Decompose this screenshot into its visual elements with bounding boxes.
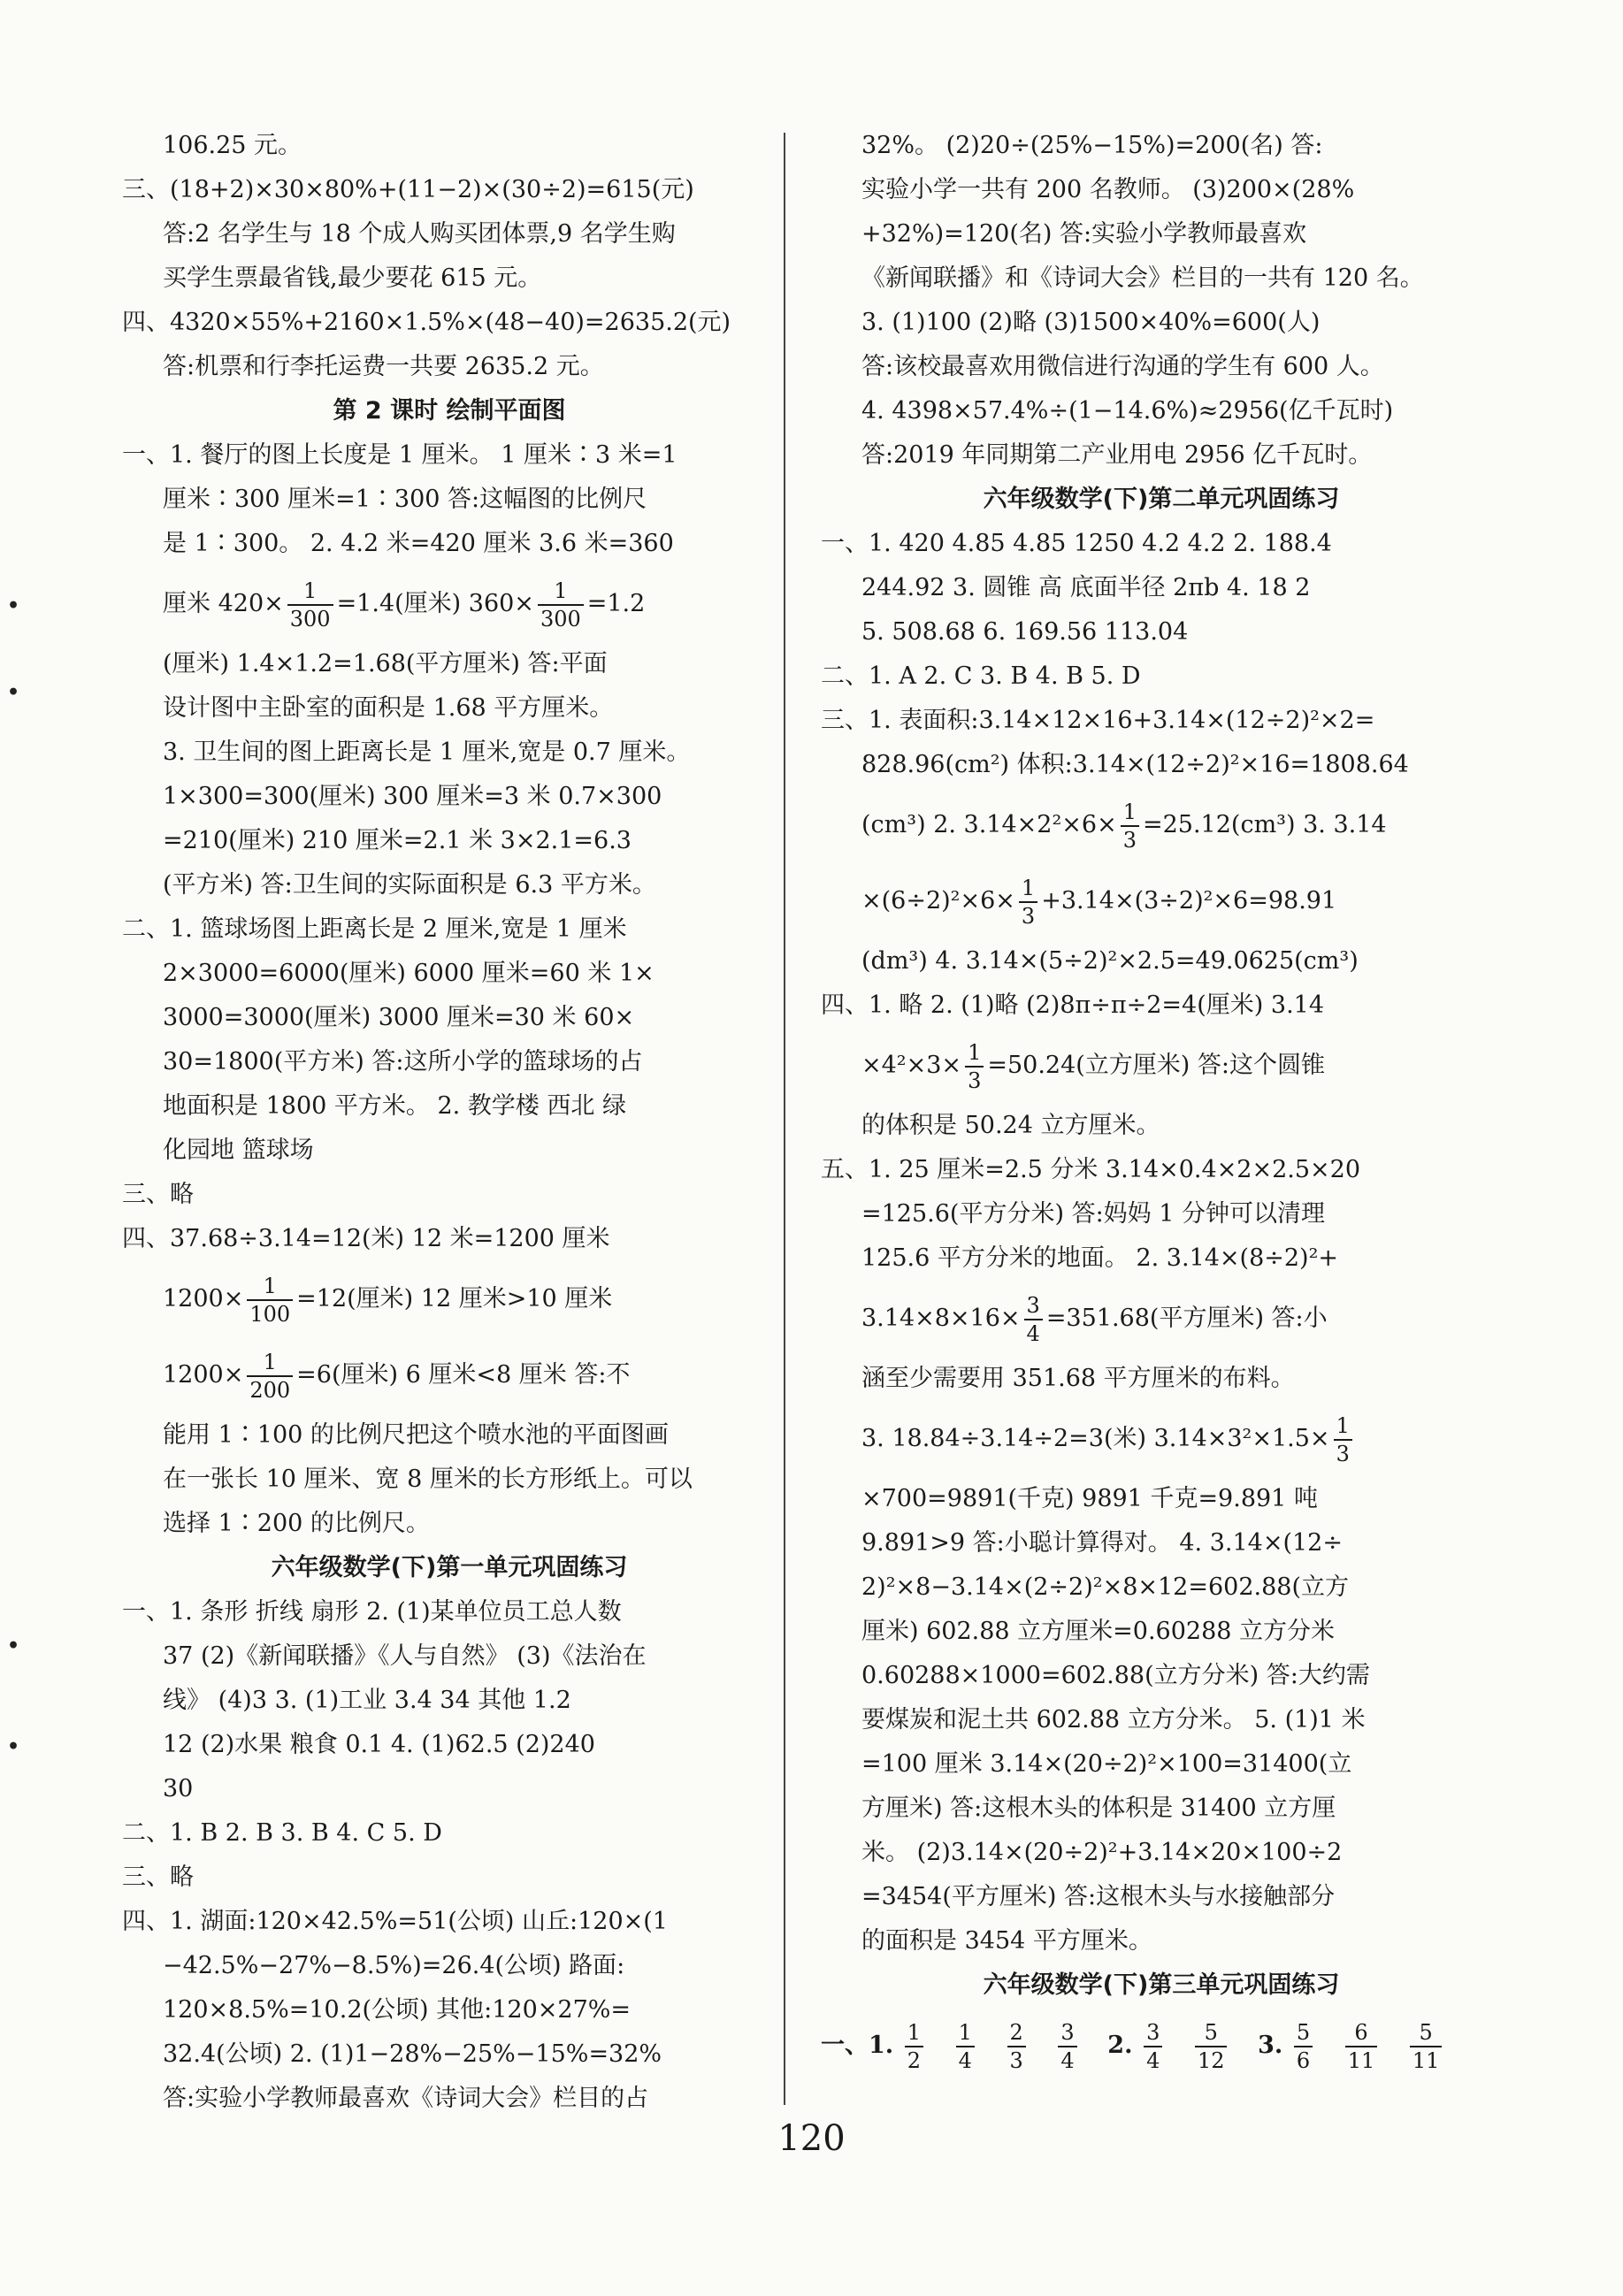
text-line: +32%)=120(名) 答:实验小学教师最喜欢 xyxy=(861,220,1307,248)
text-line: (平方米) 答:卫生间的实际面积是 6.3 平方米。 xyxy=(163,871,656,899)
text-line: 二、1. A 2. C 3. B 4. B 5. D xyxy=(821,662,1141,690)
numerator: 1 xyxy=(1019,877,1037,903)
denominator: 4 xyxy=(1026,1320,1040,1346)
left-column xyxy=(122,124,777,2121)
numerator: 1 xyxy=(287,580,333,606)
right-column xyxy=(821,124,1502,2084)
text-line: 米。 (2)3.14×(20÷2)²+3.14×20×100÷2 xyxy=(861,1839,1343,1866)
numerator: 1 xyxy=(247,1351,293,1377)
fraction xyxy=(1195,2019,1228,2073)
fraction-line xyxy=(821,1401,1502,1477)
numerator: 1 xyxy=(905,2022,923,2047)
text-line: 2)²×8−3.14×(2÷2)²×8×12=602.88(立方 xyxy=(861,1573,1349,1601)
fraction xyxy=(1019,877,1037,927)
section-heading: 第 2 课时 绘制平面图 xyxy=(333,397,566,425)
text-line: −42.5%−27%−8.5%)=26.4(公顷) 路面: xyxy=(163,1952,625,1979)
denominator: 2 xyxy=(907,2047,922,2073)
text-line: 答:机票和行李托运费一共要 2635.2 元。 xyxy=(163,353,604,380)
denominator: 100 xyxy=(249,1301,291,1327)
text-segment: (cm³) 2. 3.14×2²×6× xyxy=(861,811,1117,838)
fraction xyxy=(1144,2019,1162,2073)
text-segment: 3. xyxy=(1258,2032,1283,2059)
fraction xyxy=(247,1275,293,1325)
text-segment: =351.68(平方厘米) 答:小 xyxy=(1045,1305,1328,1332)
text-line: 12 (2)水果 粮食 0.1 4. (1)62.5 (2)240 xyxy=(163,1731,595,1758)
fraction-line xyxy=(122,1261,777,1337)
fraction-line xyxy=(122,1337,777,1413)
text-segment: 厘米 420× xyxy=(163,590,284,617)
denominator: 11 xyxy=(1347,2047,1375,2073)
text-line: 能用 1∶100 的比例尺把这个喷水池的平面图画 xyxy=(163,1421,669,1449)
text-segment: =25.12(cm³) 3. 3.14 xyxy=(1143,811,1387,838)
text-line: 三、1. 表面积:3.14×12×16+3.14×(12÷2)²×2= xyxy=(821,707,1375,734)
page-number: 120 xyxy=(777,2118,846,2159)
text-line: 的体积是 50.24 立方厘米。 xyxy=(861,1112,1160,1139)
section-heading: 六年级数学(下)第三单元巩固练习 xyxy=(983,1971,1340,1999)
text-line: 244.92 3. 圆锥 高 底面半径 2πb 4. 18 2 xyxy=(861,574,1311,601)
fraction xyxy=(1294,2019,1313,2073)
fraction-line xyxy=(122,566,777,642)
text-line: 答:2019 年同期第二产业用电 2956 亿千瓦时。 xyxy=(861,441,1373,469)
numerator: 6 xyxy=(1345,2022,1378,2047)
text-line: 二、1. 篮球场图上距离长是 2 厘米,宽是 1 厘米 xyxy=(122,915,627,943)
denominator: 4 xyxy=(1060,2047,1075,2073)
text-segment: =1.2 xyxy=(586,590,646,617)
text-segment: =50.24(立方厘米) 答:这个圆锥 xyxy=(987,1052,1326,1079)
fraction xyxy=(1410,2019,1443,2073)
text-line: 32%。 (2)20÷(25%−15%)=200(名) 答: xyxy=(861,132,1323,159)
fraction xyxy=(1334,1412,1352,1466)
text-segment: 3. 18.84÷3.14÷2=3(米) 3.14×3²×1.5× xyxy=(861,1425,1330,1452)
text-line: 106.25 元。 xyxy=(163,132,302,159)
fraction xyxy=(965,1039,984,1093)
margin-mark: • xyxy=(7,1634,20,1657)
denominator: 3 xyxy=(1122,827,1137,853)
text-line: ×700=9891(千克) 9891 千克=9.891 吨 xyxy=(861,1485,1318,1512)
text-line: 一、1. 条形 折线 扇形 2. (1)某单位员工总人数 xyxy=(122,1598,622,1626)
text-line: 9.891>9 答:小聪计算得对。 4. 3.14×(12÷ xyxy=(861,1529,1343,1557)
numerator: 3 xyxy=(1144,2022,1162,2047)
text-segment: ×4²×3× xyxy=(861,1052,962,1079)
numerator: 1 xyxy=(956,2022,975,2047)
text-line: 125.6 平方分米的地面。 2. 3.14×(8÷2)²+ xyxy=(861,1244,1339,1272)
text-line: 地面积是 1800 平方米。 2. 教学楼 西北 绿 xyxy=(163,1092,626,1120)
text-segment: ×(6÷2)²×6× xyxy=(861,887,1015,915)
text-line: 4. 4398×57.4%÷(1−14.6%)≈2956(亿千瓦时) xyxy=(861,397,1394,425)
numerator: 5 xyxy=(1410,2022,1443,2047)
denominator: 4 xyxy=(958,2047,972,2073)
margin-mark: • xyxy=(7,681,20,704)
text-segment: 2. xyxy=(1107,2032,1133,2059)
numerator: 1 xyxy=(965,1042,984,1068)
fraction xyxy=(287,580,333,630)
text-line: 设计图中主卧室的面积是 1.68 平方厘米。 xyxy=(163,694,614,722)
text-line: 答:2 名学生与 18 个成人购买团体票,9 名学生购 xyxy=(163,220,676,248)
numerator: 1 xyxy=(1121,801,1139,827)
text-line: 二、1. B 2. B 3. B 4. C 5. D xyxy=(122,1819,442,1847)
text-line: 32.4(公顷) 2. (1)1−28%−25%−15%=32% xyxy=(163,2040,662,2068)
text-line: 1×300=300(厘米) 300 厘米=3 米 0.7×300 xyxy=(163,783,662,810)
denominator: 3 xyxy=(1336,1441,1350,1466)
text-line: 3. (1)100 (2)略 (3)1500×40%=600(人) xyxy=(861,309,1321,336)
text-line: 2×3000=6000(厘米) 6000 厘米=60 米 1× xyxy=(163,960,655,987)
text-line: 涵至少需要用 351.68 平方厘米的布料。 xyxy=(861,1365,1295,1392)
numerator: 5 xyxy=(1294,2022,1313,2047)
text-line: =125.6(平方分米) 答:妈妈 1 分钟可以清理 xyxy=(861,1200,1326,1228)
text-segment: =1.4(厘米) 360× xyxy=(336,590,534,617)
fraction-line xyxy=(821,1281,1502,1357)
text-line: 828.96(cm²) 体积:3.14×(12÷2)²×16=1808.64 xyxy=(861,751,1409,778)
denominator: 300 xyxy=(289,606,331,631)
fraction-line xyxy=(821,863,1502,939)
text-line: 《新闻联播》和《诗词大会》栏目的一共有 120 名。 xyxy=(861,264,1424,292)
numerator: 1 xyxy=(1334,1415,1352,1441)
denominator: 12 xyxy=(1197,2047,1225,2073)
denominator: 3 xyxy=(1021,903,1036,929)
text-line: 3. 卫生间的图上距离长是 1 厘米,宽是 0.7 厘米。 xyxy=(163,739,691,766)
denominator: 3 xyxy=(1009,2047,1023,2073)
text-segment: +3.14×(3÷2)²×6=98.91 xyxy=(1041,887,1337,915)
text-line: 五、1. 25 厘米=2.5 分米 3.14×0.4×2×2.5×20 xyxy=(821,1156,1361,1183)
text-line: 的面积是 3454 平方厘米。 xyxy=(861,1927,1152,1955)
text-line: =210(厘米) 210 厘米=2.1 米 3×2.1=6.3 xyxy=(163,827,632,854)
text-segment: =6(厘米) 6 厘米<8 厘米 答:不 xyxy=(296,1361,631,1389)
text-line: 答:实验小学教师最喜欢《诗词大会》栏目的占 xyxy=(163,2085,649,2112)
numerator: 5 xyxy=(1195,2022,1228,2047)
text-line: 30 xyxy=(163,1775,194,1802)
fraction-line xyxy=(821,1028,1502,1104)
text-line: 厘米) 602.88 立方厘米=0.60288 立方分米 xyxy=(861,1618,1336,1645)
denominator: 4 xyxy=(1146,2047,1160,2073)
numerator: 3 xyxy=(1058,2022,1076,2047)
text-line: 买学生票最省钱,最少要花 615 元。 xyxy=(163,264,542,292)
fraction xyxy=(1345,2019,1378,2073)
text-segment: =12(厘米) 12 厘米>10 厘米 xyxy=(296,1285,613,1313)
text-line: 厘米∶300 厘米=1∶300 答:这幅图的比例尺 xyxy=(163,486,647,513)
text-line: 一、1. 餐厅的图上长度是 1 厘米。 1 厘米∶3 米=1 xyxy=(122,441,678,469)
text-line: 30=1800(平方米) 答:这所小学的篮球场的占 xyxy=(163,1048,643,1075)
denominator: 6 xyxy=(1296,2047,1311,2073)
denominator: 11 xyxy=(1412,2047,1440,2073)
section-heading: 六年级数学(下)第一单元巩固练习 xyxy=(271,1554,628,1581)
text-line: 三、略 xyxy=(122,1181,194,1208)
text-line: 一、1. 420 4.85 4.85 1250 4.2 4.2 2. 188.4 xyxy=(821,530,1332,557)
numerator: 2 xyxy=(1007,2022,1026,2047)
text-line: 要煤炭和泥土共 602.88 立方分米。 5. (1)1 米 xyxy=(861,1706,1366,1733)
text-line: (dm³) 4. 3.14×(5÷2)²×2.5=49.0625(cm³) xyxy=(861,947,1359,975)
denominator: 3 xyxy=(968,1068,982,1093)
fraction xyxy=(1121,801,1139,851)
text-line: 方厘米) 答:这根木头的体积是 31400 立方厘 xyxy=(861,1795,1336,1822)
text-line: =3454(平方厘米) 答:这根木头与水接触部分 xyxy=(861,1883,1336,1910)
text-line: 线》 (4)3 3. (1)工业 3.4 34 其他 1.2 xyxy=(163,1687,571,1714)
numerator: 1 xyxy=(247,1275,293,1301)
text-line: 答:该校最喜欢用微信进行沟通的学生有 600 人。 xyxy=(861,353,1384,380)
text-line: 选择 1∶200 的比例尺。 xyxy=(163,1510,430,1537)
fraction-line xyxy=(821,787,1502,863)
text-line: 120×8.5%=10.2(公顷) 其他:120×27%= xyxy=(163,1996,632,2024)
text-line: 三、略 xyxy=(122,1864,194,1891)
text-segment: 3.14×8×16× xyxy=(861,1305,1021,1332)
text-line: 四、37.68÷3.14=12(米) 12 米=1200 厘米 xyxy=(122,1225,610,1252)
text-segment: 1200× xyxy=(163,1361,244,1389)
text-line: 是 1∶300。 2. 4.2 米=420 厘米 3.6 米=360 xyxy=(163,530,674,557)
text-line: 0.60288×1000=602.88(立方分米) 答:大约需 xyxy=(861,1662,1370,1689)
text-line: 四、4320×55%+2160×1.5%×(48−40)=2635.2(元) xyxy=(122,309,731,336)
section-heading: 六年级数学(下)第二单元巩固练习 xyxy=(983,486,1340,513)
fraction xyxy=(1007,2019,1026,2073)
text-line: 四、1. 湖面:120×42.5%=51(公顷) 山丘:120×(1 xyxy=(122,1908,668,1935)
numerator: 3 xyxy=(1024,1295,1043,1320)
text-line: 5. 508.68 6. 169.56 113.04 xyxy=(861,618,1189,646)
column-divider xyxy=(784,133,785,2105)
fraction xyxy=(1024,1292,1043,1346)
text-line: 四、1. 略 2. (1)略 (2)8π÷π÷2=4(厘米) 3.14 xyxy=(821,991,1325,1019)
text-line: (厘米) 1.4×1.2=1.68(平方厘米) 答:平面 xyxy=(163,650,608,677)
text-line: 3000=3000(厘米) 3000 厘米=30 米 60× xyxy=(163,1004,635,1031)
denominator: 300 xyxy=(540,606,581,631)
numerator: 1 xyxy=(538,580,584,606)
fraction xyxy=(1058,2019,1076,2073)
denominator: 200 xyxy=(249,1377,291,1403)
fraction xyxy=(905,2019,923,2073)
text-segment: 一、1. xyxy=(821,2032,894,2059)
margin-mark: • xyxy=(7,1735,20,1758)
margin-mark: • xyxy=(7,594,20,617)
fraction xyxy=(538,580,584,630)
text-line: =100 厘米 3.14×(20÷2)²×100=31400(立 xyxy=(861,1750,1352,1778)
text-line: 在一张长 10 厘米、宽 8 厘米的长方形纸上。可以 xyxy=(163,1466,693,1493)
text-line: 化园地 篮球场 xyxy=(163,1137,314,1164)
text-line: 实验小学一共有 200 名教师。 (3)200×(28% xyxy=(861,176,1355,203)
fraction xyxy=(247,1351,293,1401)
text-segment: 1200× xyxy=(163,1285,244,1313)
fraction-line xyxy=(821,2008,1502,2084)
text-line: 三、(18+2)×30×80%+(11−2)×(30÷2)=615(元) xyxy=(122,176,694,203)
fraction xyxy=(956,2019,975,2073)
text-line: 37 (2)《新闻联播》《人与自然》 (3)《法治在 xyxy=(163,1642,647,1670)
